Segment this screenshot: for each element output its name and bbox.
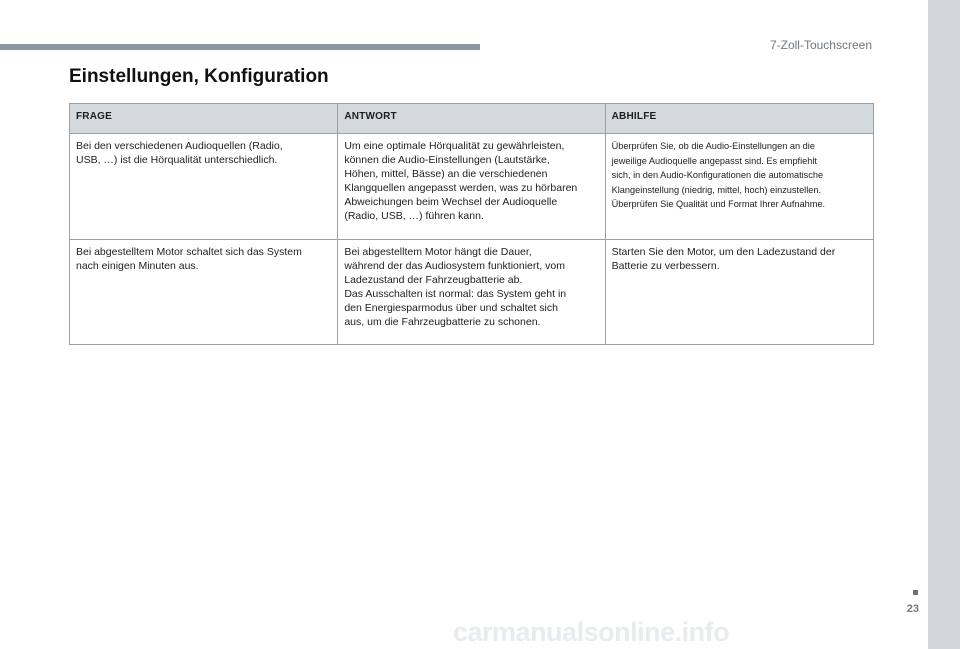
cell-abhilfe: Starten Sie den Motor, um den Ladezustand der Batterie zu verbessern. xyxy=(605,240,873,345)
page-marker-square xyxy=(913,590,918,595)
column-header-frage: FRAGE xyxy=(70,104,338,134)
running-head: 7-Zoll-Touchscreen xyxy=(769,38,872,52)
column-header-antwort: ANTWORT xyxy=(338,104,605,134)
faq-table xyxy=(69,103,874,345)
page-edge-strip xyxy=(928,0,960,649)
table-row xyxy=(70,134,874,240)
page-number: 23 xyxy=(906,603,919,615)
header-accent-bar xyxy=(0,44,480,50)
cell-abhilfe: Überprüfen Sie, ob die Audio-Einstellungen an die jeweilige Audioquelle angepasst sind. Es empfiehlt sich, in den Audio-Konfigurationen die automatische Klangeinstellung (niedrig, mittel, hoch) einzustellen. Überprüfen Sie Qualität und Format Ihrer Aufnahme. xyxy=(605,134,873,240)
cell-frage: Bei abgestelltem Motor schaltet sich das System nach einigen Minuten aus. xyxy=(70,240,338,345)
column-header-abhilfe: ABHILFE xyxy=(605,104,873,134)
cell-antwort: Um eine optimale Hörqualität zu gewährleisten, können die Audio-Einstellungen (Lautstärke, Höhen, mittel, Bässe) an die verschiedenen Klangquellen angepasst werden, was zu hörbaren Abweichungen beim Wechsel der Audioquelle (Radio, USB, …) führen kann. xyxy=(338,134,605,240)
cell-antwort: Bei abgestelltem Motor hängt die Dauer, während der das Audiosystem funktioniert, vom Ladezustand der Fahrzeugbatterie ab. Das Ausschalten ist normal: das System geht in den Energiesparmodus über und schaltet sich aus, um die Fahrzeugbatterie zu schonen. xyxy=(338,240,605,345)
cell-frage: Bei den verschiedenen Audioquellen (Radio, USB, …) ist die Hörqualität unterschiedlich. xyxy=(70,134,338,240)
table-header-row xyxy=(70,104,874,134)
page-title: Einstellungen, Konfiguration xyxy=(69,66,329,87)
watermark: carmanualsonline.info xyxy=(453,617,730,647)
table-row xyxy=(70,240,874,345)
